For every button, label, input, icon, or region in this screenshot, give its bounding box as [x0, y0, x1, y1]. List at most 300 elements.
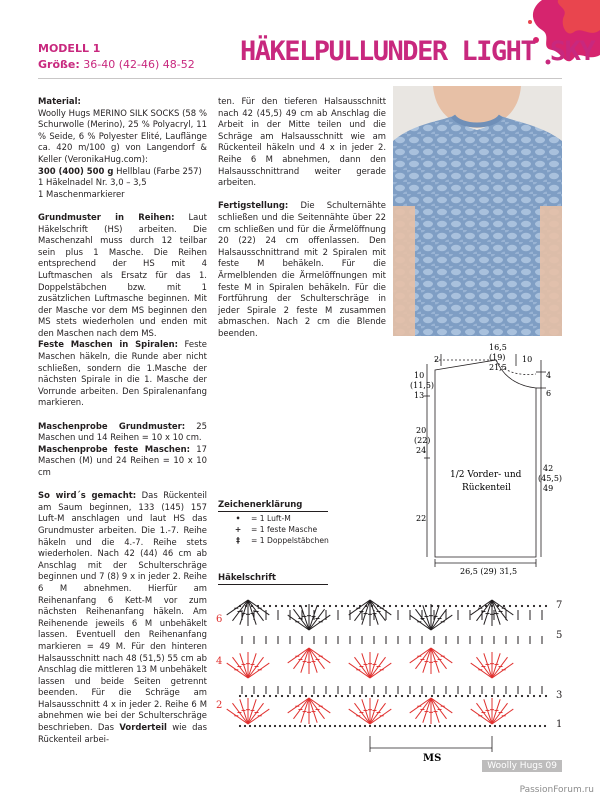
- chain-stitch-mark: [251, 695, 253, 697]
- chain-stitch-mark: [257, 695, 259, 697]
- double-treble-mark: [431, 648, 447, 669]
- double-treble-mark: [301, 698, 309, 723]
- chain-stitch-mark: [514, 725, 516, 727]
- double-treble-mark: [301, 648, 309, 673]
- maschenprobe-2-text: 17 Maschen (M) und 24 Reihen = 10 x 10 cm: [38, 443, 207, 477]
- maschenprobe-1-heading: Maschenprobe Grundmuster:: [38, 420, 186, 431]
- chain-stitch-mark: [509, 725, 511, 727]
- double-treble-mark: [492, 600, 500, 625]
- double-treble-mark: [362, 699, 370, 724]
- side-seam-dim: 22: [416, 514, 427, 523]
- page-number: Woolly Hugs 09: [482, 760, 562, 772]
- size-value: 36-40 (42-46) 48-52: [83, 58, 195, 71]
- double-treble-mark: [227, 709, 248, 724]
- chain-stitch-mark: [299, 695, 301, 697]
- grundmuster-heading: Grundmuster in Reihen:: [38, 211, 175, 222]
- chain-stitch-mark: [324, 725, 326, 727]
- double-treble-mark: [370, 657, 386, 678]
- double-treble-mark: [415, 609, 431, 630]
- chain-stitch-mark: [353, 605, 355, 607]
- double-treble-mark: [349, 600, 370, 615]
- fertigstellung-heading: Fertigstellung:: [218, 200, 289, 211]
- double-treble-mark: [423, 605, 431, 630]
- chart-underline: [218, 584, 328, 585]
- chain-stitch-mark: [359, 605, 361, 607]
- chain-stitch-mark: [347, 695, 349, 697]
- chain-stitch-mark: [309, 725, 311, 727]
- chain-stitch-mark: [269, 725, 271, 727]
- double-treble-mark: [492, 653, 500, 678]
- chain-stitch-mark: [311, 605, 313, 607]
- chain-stitch-mark: [341, 695, 343, 697]
- chain-stitch-mark: [494, 725, 496, 727]
- chain-stitch-mark: [239, 695, 241, 697]
- chain-stitch-mark: [294, 725, 296, 727]
- chain-stitch-mark: [425, 695, 427, 697]
- legend-item-single-crochet: [231, 525, 317, 534]
- chain-stitch-mark: [311, 695, 313, 697]
- double-treble-mark: [362, 600, 370, 625]
- legend-label-3: = 1 Doppelstäbchen: [251, 536, 329, 545]
- double-treble-mark: [476, 657, 492, 678]
- double-treble-mark: [370, 699, 378, 724]
- chain-stitch-mark: [349, 725, 351, 727]
- chain-stitch-mark: [509, 605, 511, 607]
- chain-stitch-mark: [519, 725, 521, 727]
- chain-stitch-mark: [364, 725, 366, 727]
- double-treble-mark: [309, 648, 330, 663]
- double-treble-mark: [492, 657, 508, 678]
- chain-stitch-mark: [469, 725, 471, 727]
- chain-stitch-mark: [479, 725, 481, 727]
- chain-stitch-mark: [374, 725, 376, 727]
- double-treble-mark: [471, 709, 492, 724]
- legend-title: Zeichenerklärung: [218, 500, 303, 510]
- double-treble-mark: [431, 648, 452, 663]
- chain-stitch-mark: [527, 695, 529, 697]
- chain-stitch-mark: [287, 605, 289, 607]
- material-color: Hellblau (Farbe 257): [113, 165, 202, 176]
- double-treble-mark: [309, 605, 317, 630]
- chain-stitch-mark: [371, 605, 373, 607]
- chain-stitch-mark: [314, 725, 316, 727]
- chain-stitch-mark: [497, 695, 499, 697]
- double-treble-mark: [492, 709, 513, 724]
- chain-stitch-mark: [245, 695, 247, 697]
- double-treble-mark: [492, 703, 508, 724]
- chain-stitch-mark: [384, 725, 386, 727]
- chain-stitch-mark: [304, 725, 306, 727]
- chain-stitch-mark: [533, 695, 535, 697]
- double-treble-mark: [415, 648, 431, 669]
- double-treble-mark: [248, 663, 269, 678]
- so-wirds-gemacht-section: [38, 490, 207, 745]
- chain-stitch-mark: [275, 695, 277, 697]
- double-treble-mark: [362, 653, 370, 678]
- armhole-1: 20: [416, 426, 427, 435]
- chain-stitch-mark: [467, 695, 469, 697]
- feste-maschen-heading: Feste Maschen in Spiralen:: [38, 339, 178, 350]
- double-treble-mark: [293, 648, 309, 669]
- legend-underline: [218, 511, 328, 512]
- chain-stitch-mark: [353, 695, 355, 697]
- so-wirds-text: Das Rückenteil am Saum beginnen, 133 (145) 157 Luft-M anschlagen und laut HS das Grundmuster arbeiten. Die 1.-7. Reihe häkeln und die 4.-7. Reihe stets wiederholen. Nach 42 (44) 46 cm ab Anschlag mit der Schulterschräge beginnen und 7 (8) 9 x in jeder 2. Reihe 6 M abnehmen. Hierfür am Reihenanfang 6 Kett-M vor zum nächsten Reihenanfang häkeln. Am Reihenende jeweils 6 M unbehäkelt lassen. Eventuell den Reihenanfang markieren = 49 M. Für den hinteren Halsausschnitt nach 48 (51,5) 55 cm ab Anschlag die mittleren 13 M unbehäkelt lassen und beide Seiten getrennt beenden. Für die Schräge am Halsausschnitt 4 x in jeder 2. Reihe 6 M abnehmen wie bei der Schulterschräge beschrieben. Das: [38, 490, 207, 733]
- double-treble-mark: [248, 600, 264, 621]
- double-treble-mark: [248, 657, 264, 678]
- double-treble-mark: [309, 609, 325, 630]
- chain-stitch-mark: [389, 695, 391, 697]
- chain-stitch-mark: [275, 605, 277, 607]
- total-length-1: 42: [543, 464, 554, 473]
- double-treble-mark: [492, 663, 513, 678]
- double-treble-mark: [309, 698, 330, 713]
- legend-label-2: = 1 feste Masche: [251, 525, 318, 534]
- chain-stitch-mark: [281, 605, 283, 607]
- chain-stitch-mark: [329, 605, 331, 607]
- double-treble-mark: [309, 698, 325, 719]
- chain-stitch-mark: [521, 695, 523, 697]
- double-treble-mark: [410, 648, 431, 663]
- chain-stitch-mark: [504, 725, 506, 727]
- row-label-1: 1: [556, 719, 563, 730]
- chain-stitch-mark: [239, 605, 241, 607]
- chain-stitch-mark: [317, 695, 319, 697]
- row-label-5: 5: [556, 630, 563, 641]
- vorderteil-text: wie das Rückenteil arbei-: [38, 722, 207, 744]
- chain-stitch-mark: [503, 605, 505, 607]
- chain-stitch-mark: [499, 725, 501, 727]
- chain-stitch-mark: [419, 605, 421, 607]
- chain-stitch-mark: [365, 605, 367, 607]
- chain-stitch-mark: [287, 695, 289, 697]
- instructions-column-1: [38, 96, 207, 757]
- double-treble-mark: [309, 615, 330, 630]
- chain-stitch-mark: [431, 695, 433, 697]
- chain-stitch-mark: [414, 725, 416, 727]
- shoulder-left-dim: 2: [434, 355, 440, 364]
- double-treble-mark: [288, 615, 309, 630]
- chain-stitch-mark: [473, 695, 475, 697]
- double-treble-mark: [309, 648, 317, 673]
- chain-stitch-mark: [544, 725, 546, 727]
- chain-stitch-mark: [515, 605, 517, 607]
- chain-stitch-mark: [293, 695, 295, 697]
- double-treble-mark: [476, 600, 492, 621]
- feste-maschen-section: [38, 339, 207, 409]
- double-treble-mark: [354, 657, 370, 678]
- double-treble-mark: [349, 709, 370, 724]
- shoulder-slope-3: 13: [414, 391, 425, 400]
- chain-stitch-mark: [409, 725, 411, 727]
- bottom-width: 26,5 (29) 31,5: [460, 567, 518, 576]
- double-treble-mark: [248, 699, 256, 724]
- legend-symbol-2: +: [234, 525, 242, 534]
- double-treble-mark: [471, 600, 492, 615]
- chain-stitch-mark: [263, 605, 265, 607]
- chain-stitch-mark: [239, 725, 241, 727]
- chain-stitch-mark: [319, 725, 321, 727]
- size-label: Größe:: [38, 58, 80, 71]
- double-treble-mark: [431, 609, 447, 630]
- chain-stitch-mark: [539, 725, 541, 727]
- chain-stitch-mark: [347, 605, 349, 607]
- chain-stitch-mark: [244, 725, 246, 727]
- chain-stitch-mark: [464, 725, 466, 727]
- chain-stitch-mark: [371, 695, 373, 697]
- chain-stitch-mark: [359, 725, 361, 727]
- repeat-label: MS: [423, 753, 442, 764]
- chain-stitch-mark: [429, 725, 431, 727]
- double-treble-mark: [232, 657, 248, 678]
- double-treble-mark: [248, 709, 269, 724]
- legend-item-double-treble: [231, 536, 329, 545]
- chain-stitch-mark: [515, 695, 517, 697]
- chain-stitch-mark: [467, 605, 469, 607]
- legend-symbol-3: ‡: [236, 536, 240, 545]
- chain-stitch-mark: [485, 605, 487, 607]
- chain-stitch-mark: [444, 725, 446, 727]
- legend-label-1: = 1 Luft-M: [251, 514, 291, 523]
- maschenprobe-2-heading: Maschenprobe feste Maschen:: [38, 443, 191, 454]
- chain-stitch-mark: [431, 605, 433, 607]
- chain-stitch-mark: [485, 695, 487, 697]
- total-length-2: (45,5): [538, 474, 563, 483]
- double-treble-mark: [431, 698, 439, 723]
- chain-stitch-mark: [539, 695, 541, 697]
- chain-stitch-mark: [503, 695, 505, 697]
- chain-stitch-mark: [401, 605, 403, 607]
- double-treble-mark: [288, 698, 309, 713]
- chain-stitch-mark: [529, 725, 531, 727]
- chain-stitch-mark: [404, 725, 406, 727]
- chain-stitch-mark: [534, 725, 536, 727]
- double-treble-mark: [293, 609, 309, 630]
- chain-stitch-mark: [461, 695, 463, 697]
- chain-stitch-mark: [401, 695, 403, 697]
- row-label-3: 3: [556, 690, 563, 701]
- chain-stitch-mark: [274, 725, 276, 727]
- double-treble-mark: [484, 653, 492, 678]
- chain-stitch-mark: [369, 725, 371, 727]
- so-wirds-heading: So wird´s gemacht:: [38, 490, 137, 501]
- double-treble-mark: [370, 600, 391, 615]
- material-heading: Material:: [38, 96, 81, 106]
- chain-stitch-mark: [354, 725, 356, 727]
- chain-stitch-mark: [413, 695, 415, 697]
- chain-stitch-mark: [497, 605, 499, 607]
- chain-stitch-mark: [434, 725, 436, 727]
- chain-stitch-mark: [545, 695, 547, 697]
- double-treble-mark: [309, 698, 317, 723]
- chain-stitch-mark: [449, 725, 451, 727]
- material-marker: 1 Maschenmarkierer: [38, 188, 125, 199]
- chain-stitch-mark: [474, 725, 476, 727]
- double-treble-mark: [370, 703, 386, 724]
- double-treble-mark: [288, 648, 309, 663]
- page-title: HÄKELPULLUNDER LIGHT SKY: [240, 36, 595, 67]
- chain-stitch-mark: [289, 725, 291, 727]
- vorderteil-heading: Vorderteil: [119, 722, 167, 733]
- chain-stitch-mark: [455, 695, 457, 697]
- chain-stitch-mark: [527, 605, 529, 607]
- shoulder-slope-1: 10: [414, 371, 425, 380]
- chain-stitch-mark: [461, 605, 463, 607]
- double-treble-mark: [232, 600, 248, 621]
- chain-stitch-mark: [395, 695, 397, 697]
- model-label: MODELL 1: [38, 42, 101, 55]
- chain-stitch-mark: [539, 605, 541, 607]
- chain-stitch-mark: [407, 605, 409, 607]
- chain-stitch-mark: [455, 605, 457, 607]
- chain-stitch-mark: [473, 605, 475, 607]
- chain-stitch-mark: [249, 725, 251, 727]
- continuation-paragraph: ten. Für den tieferen Halsausschnitt nach 42 (45,5) 49 cm ab Anschlag die Arbeit in der Mitte teilen und die Schräge am Halsausschnitt wie am Rückenteil häkeln und 4 x in jeder 2. Reihe 6 M abnehmen, dann den Halsausschnittrand weiter gerade arbeiten.: [218, 96, 386, 188]
- chain-stitch-mark: [479, 605, 481, 607]
- chain-stitch-mark: [443, 605, 445, 607]
- double-treble-mark: [476, 703, 492, 724]
- chain-stitch-mark: [329, 725, 331, 727]
- chain-stitch-mark: [284, 725, 286, 727]
- double-treble-mark: [232, 703, 248, 724]
- double-treble-mark: [370, 709, 391, 724]
- row-label-2: 2: [216, 700, 223, 711]
- chain-stitch-mark: [533, 605, 535, 607]
- feste-maschen-text: Feste Maschen häkeln, die Runde aber nicht schließen, sondern die 1.Masche der nächsten Spirale in die 1. Masche der Vorrunde arbeiten. Den Spiralenanfang markieren.: [38, 339, 207, 408]
- double-treble-mark: [415, 698, 431, 719]
- chain-stitch-mark: [521, 605, 523, 607]
- double-treble-mark: [484, 600, 492, 625]
- chain-stitch-mark: [335, 695, 337, 697]
- chain-stitch-mark: [443, 695, 445, 697]
- neck-depth-front: 4: [546, 371, 552, 380]
- chain-stitch-mark: [394, 725, 396, 727]
- crochet-chart: [212, 586, 568, 766]
- double-treble-mark: [370, 600, 386, 621]
- piece-label-2: Rückenteil: [462, 483, 511, 493]
- double-treble-mark: [431, 648, 439, 673]
- chain-stitch-mark: [264, 725, 266, 727]
- chain-stitch-mark: [269, 605, 271, 607]
- row-label-7: 7: [556, 600, 563, 611]
- chain-stitch-mark: [454, 725, 456, 727]
- chain-stitch-mark: [383, 605, 385, 607]
- chain-stitch-mark: [299, 725, 301, 727]
- chain-stitch-mark: [509, 695, 511, 697]
- double-treble-mark: [349, 663, 370, 678]
- chain-stitch-mark: [269, 695, 271, 697]
- chain-stitch-mark: [491, 695, 493, 697]
- double-treble-mark: [248, 600, 256, 625]
- double-treble-mark: [248, 703, 264, 724]
- double-treble-mark: [431, 698, 447, 719]
- double-treble-mark: [370, 653, 378, 678]
- chain-stitch-mark: [305, 605, 307, 607]
- chain-stitch-mark: [305, 695, 307, 697]
- double-treble-mark: [484, 699, 492, 724]
- chain-stitch-mark: [317, 605, 319, 607]
- chain-stitch-mark: [377, 605, 379, 607]
- chart-title: Häkelschrift: [218, 573, 276, 583]
- instructions-column-2: [218, 96, 386, 351]
- chain-stitch-mark: [344, 725, 346, 727]
- double-treble-mark: [240, 653, 248, 678]
- chain-stitch-mark: [259, 725, 261, 727]
- maschenprobe-1-text: 25 Maschen und 14 Reihen = 10 x 10 cm.: [38, 420, 207, 443]
- material-section: [38, 96, 207, 200]
- row-label-4: 4: [216, 656, 223, 667]
- chain-stitch-mark: [449, 695, 451, 697]
- chain-stitch-mark: [377, 695, 379, 697]
- chain-stitch-mark: [413, 605, 415, 607]
- shoulder-slope-2: (11,5): [410, 381, 435, 390]
- chain-stitch-mark: [334, 725, 336, 727]
- chain-stitch-mark: [379, 725, 381, 727]
- chain-stitch-mark: [281, 695, 283, 697]
- chain-stitch-mark: [245, 605, 247, 607]
- double-treble-mark: [423, 698, 431, 723]
- neck-depth-back: 6: [546, 389, 552, 398]
- chain-stitch-mark: [419, 725, 421, 727]
- chain-stitch-mark: [424, 725, 426, 727]
- double-treble-mark: [227, 600, 248, 615]
- chain-stitch-mark: [341, 605, 343, 607]
- size-line: [38, 58, 195, 71]
- material-needle: 1 Häkelnadel Nr. 3,0 – 3,5: [38, 177, 147, 188]
- top-width-2: (19): [489, 353, 506, 362]
- chain-stitch-mark: [459, 725, 461, 727]
- chain-stitch-mark: [407, 695, 409, 697]
- double-treble-mark: [431, 698, 452, 713]
- armhole-3: 24: [416, 446, 427, 455]
- chain-stitch-mark: [389, 605, 391, 607]
- double-treble-mark: [410, 615, 431, 630]
- grundmuster-text: Laut Häkelschrift (HS) arbeiten. Die Maschenzahl muss durch 12 teilbar sein plus 1 Masche. Die Reihen entsprechend der HS mit 4 Luftmaschen als Ersatz für das 1. Doppelstäbchen bzw. mit 1 zusätzlichen Luftmasche beginnen. Mit der Masche vor dem MS beginnen den MS stets wiederholen und enden mit den Maschen nach dem MS.: [38, 211, 207, 338]
- chain-stitch-mark: [449, 605, 451, 607]
- chain-stitch-mark: [263, 695, 265, 697]
- double-treble-mark: [309, 648, 325, 669]
- double-treble-mark: [492, 699, 500, 724]
- chain-stitch-mark: [254, 725, 256, 727]
- chain-stitch-mark: [365, 695, 367, 697]
- material-amount: 300 (400) 500 g: [38, 165, 114, 176]
- chain-stitch-mark: [545, 605, 547, 607]
- chain-stitch-mark: [484, 725, 486, 727]
- fertigstellung-text: Die Schulternähte schließen und die Seitennähte über 22 cm schließen und für die Ärmelöffnung 20 (22) 24 cm offenlassen. Den Halsausschnittrand mit 2 Spiralen mit feste M behäkeln. Für die Ärmelblenden die Ärmelöffnungen mit feste M in Spiralen behäkeln. Für die Fortführung der Schulterschräge in jeder Spirale 2 feste M zusammen abmaschen. Nach 2 cm die Blende beenden.: [218, 200, 386, 338]
- double-treble-mark: [354, 703, 370, 724]
- chain-stitch-mark: [251, 605, 253, 607]
- total-length-3: 49: [543, 484, 554, 493]
- chain-stitch-mark: [335, 605, 337, 607]
- double-treble-mark: [227, 663, 248, 678]
- chain-stitch-mark: [279, 725, 281, 727]
- double-treble-mark: [248, 653, 256, 678]
- garment-schematic: [386, 338, 566, 578]
- chain-stitch-mark: [479, 695, 481, 697]
- garment-photo: [393, 86, 562, 336]
- legend-symbol-1: •: [235, 514, 241, 523]
- chain-stitch-mark: [329, 695, 331, 697]
- double-treble-mark: [293, 698, 309, 719]
- double-treble-mark: [471, 663, 492, 678]
- header-divider: [38, 78, 562, 79]
- chain-stitch-mark: [437, 695, 439, 697]
- maschenprobe-section: [38, 421, 207, 479]
- chain-stitch-mark: [299, 605, 301, 607]
- chain-stitch-mark: [323, 605, 325, 607]
- chain-stitch-mark: [437, 605, 439, 607]
- chain-stitch-mark: [293, 605, 295, 607]
- legend-item-chain: [231, 514, 291, 523]
